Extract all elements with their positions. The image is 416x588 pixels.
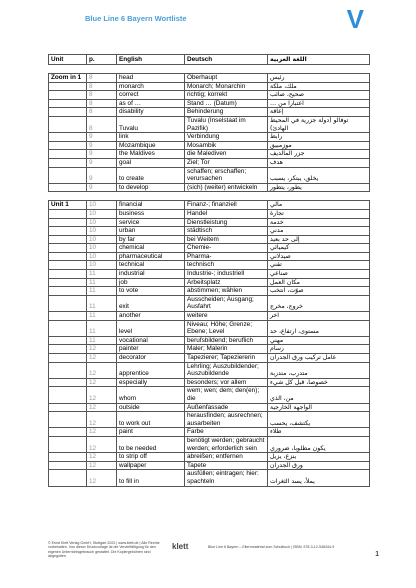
- row-unit: [49, 218, 87, 227]
- row-page: 8: [87, 108, 117, 117]
- row-deutsch: Handel: [185, 209, 268, 218]
- table-row: [49, 470, 370, 486]
- row-unit: [49, 183, 87, 192]
- row-unit: [49, 270, 87, 279]
- table-row: [49, 183, 370, 192]
- row-english: another: [117, 312, 185, 321]
- row-english: Mozambique: [117, 141, 185, 150]
- row-english: especially: [117, 378, 185, 387]
- row-deutsch: Dienstleistung: [185, 218, 268, 227]
- table-row: [49, 354, 370, 363]
- row-arabic: صحيح، صائب: [268, 91, 370, 100]
- row-unit: Unit 1: [49, 201, 87, 210]
- table-row: [49, 295, 370, 311]
- row-deutsch: Ausscheiden; Ausgang; Ausfahrt: [185, 295, 268, 311]
- row-arabic: تقني: [268, 261, 370, 270]
- row-unit: [49, 428, 87, 437]
- row-arabic: يطور، يتطور: [268, 183, 370, 192]
- table-row: [49, 461, 370, 470]
- row-page: 10: [87, 201, 117, 210]
- row-page: 11: [87, 336, 117, 345]
- table-row: [49, 91, 370, 100]
- row-english: as of …: [117, 99, 185, 108]
- row-english: to fill in: [117, 470, 185, 486]
- row-page: 8: [87, 116, 117, 132]
- row-arabic: يكون مطلوبا، ضروري: [268, 436, 370, 452]
- row-arabic: عامل تركيب ورق الجدران: [268, 354, 370, 363]
- row-arabic: توفالو (دولة جزرية في المحيط الهادئ): [268, 116, 370, 132]
- row-english: level: [117, 320, 185, 336]
- row-unit: [49, 150, 87, 159]
- table-row: [49, 312, 370, 321]
- table-row: [49, 252, 370, 261]
- row-page: 11: [87, 312, 117, 321]
- row-deutsch: Chemie-: [185, 244, 268, 253]
- section-spacer: [49, 65, 370, 74]
- row-arabic: هدف: [268, 158, 370, 167]
- row-deutsch: die Malediven: [185, 150, 268, 159]
- row-english: goal: [117, 158, 185, 167]
- col-header-unit: Unit: [49, 55, 87, 65]
- row-unit: [49, 99, 87, 108]
- row-deutsch: Finanz-; finanziell: [185, 201, 268, 210]
- table-row: [49, 453, 370, 462]
- row-arabic: يخلق، يبتكر، يسبب: [268, 167, 370, 183]
- row-page: 10: [87, 209, 117, 218]
- row-english: monarch: [117, 82, 185, 91]
- row-unit: [49, 252, 87, 261]
- row-unit: [49, 235, 87, 244]
- row-page: 12: [87, 436, 117, 452]
- row-arabic: يكتشف، يحسب: [268, 412, 370, 428]
- row-english: financial: [117, 201, 185, 210]
- row-unit: [49, 312, 87, 321]
- row-deutsch: besonders; vor allem: [185, 378, 268, 387]
- row-deutsch: (sich) (weiter) entwickeln: [185, 183, 268, 192]
- row-english: link: [117, 133, 185, 142]
- row-deutsch: weitere: [185, 312, 268, 321]
- row-english: paint: [117, 428, 185, 437]
- row-page: 12: [87, 403, 117, 412]
- row-deutsch: bei Weitem: [185, 235, 268, 244]
- row-deutsch: Mosambik: [185, 141, 268, 150]
- row-unit: [49, 436, 87, 452]
- row-arabic: إلى حد بعيد: [268, 235, 370, 244]
- page-footer: [48, 541, 388, 565]
- table-row: [49, 387, 370, 403]
- row-deutsch: abstimmen; wählen: [185, 287, 268, 296]
- row-unit: [49, 461, 87, 470]
- row-unit: [49, 295, 87, 311]
- page-number: 1: [375, 549, 380, 558]
- table-row: [49, 150, 370, 159]
- row-deutsch: richtig; korrekt: [185, 91, 268, 100]
- row-deutsch: technisch: [185, 261, 268, 270]
- row-english: exit: [117, 295, 185, 311]
- table-row: [49, 82, 370, 91]
- row-page: 12: [87, 387, 117, 403]
- row-unit: [49, 453, 87, 462]
- blue-line-logo-icon: V: [346, 4, 364, 34]
- row-deutsch: Tuvalu (Inselstaat im Pazifik): [185, 116, 268, 132]
- row-english: industrial: [117, 270, 185, 279]
- row-deutsch: Tapete: [185, 461, 268, 470]
- row-arabic: متدرب، متدربة: [268, 362, 370, 378]
- row-page: 12: [87, 470, 117, 486]
- table-row: [49, 345, 370, 354]
- row-english: Tuvalu: [117, 116, 185, 132]
- row-arabic: خروج، مخرج: [268, 295, 370, 311]
- row-deutsch: ausfüllen; eintragen; hier: spachteln: [185, 470, 268, 486]
- row-deutsch: Farbe: [185, 428, 268, 437]
- row-english: vocational: [117, 336, 185, 345]
- row-deutsch: städtisch: [185, 227, 268, 236]
- table-row: [49, 99, 370, 108]
- row-page: 12: [87, 362, 117, 378]
- row-english: the Maldives: [117, 150, 185, 159]
- row-arabic: كيميائي: [268, 244, 370, 253]
- row-page: 9: [87, 141, 117, 150]
- col-header-page: p.: [87, 55, 117, 65]
- row-arabic: من، الذي: [268, 387, 370, 403]
- row-unit: [49, 261, 87, 270]
- row-page: 12: [87, 378, 117, 387]
- row-unit: [49, 345, 87, 354]
- row-page: 12: [87, 428, 117, 437]
- row-deutsch: Maler; Malerin: [185, 345, 268, 354]
- row-english: disability: [117, 108, 185, 117]
- row-unit: [49, 378, 87, 387]
- row-page: 11: [87, 320, 117, 336]
- row-page: 9: [87, 150, 117, 159]
- row-arabic: مستوى، ارتفاع، حد: [268, 320, 370, 336]
- row-arabic: إعاقة: [268, 108, 370, 117]
- row-arabic: تجارة: [268, 209, 370, 218]
- row-english: to vote: [117, 287, 185, 296]
- table-row: [49, 244, 370, 253]
- table-row: [49, 133, 370, 142]
- row-english: painter: [117, 345, 185, 354]
- row-unit: [49, 141, 87, 150]
- row-deutsch: Monarch; Monarchin: [185, 82, 268, 91]
- row-english: head: [117, 74, 185, 83]
- row-arabic: خصوصا، قبل كل شيء: [268, 378, 370, 387]
- row-unit: [49, 82, 87, 91]
- row-deutsch: Verbindung: [185, 133, 268, 142]
- row-english: outside: [117, 403, 185, 412]
- table-row: [49, 209, 370, 218]
- row-unit: [49, 91, 87, 100]
- row-page: 12: [87, 345, 117, 354]
- row-deutsch: herausfinden; ausrechnen; ausarbeiten: [185, 412, 268, 428]
- row-page: 11: [87, 270, 117, 279]
- row-english: decorator: [117, 354, 185, 363]
- row-english: by far: [117, 235, 185, 244]
- table-row: [49, 412, 370, 428]
- table-row: [49, 218, 370, 227]
- row-arabic: آخر: [268, 312, 370, 321]
- table-header-row: [49, 55, 370, 65]
- row-page: 10: [87, 235, 117, 244]
- row-page: 10: [87, 261, 117, 270]
- row-english: to develop: [117, 183, 185, 192]
- row-deutsch: Behinderung: [185, 108, 268, 117]
- col-header-english: English: [117, 55, 185, 65]
- footer-source: Blue Line 6 Bayern – Elternmaterial zum Schulbuch | ISBN: 978-3-12-548344-9: [208, 545, 335, 549]
- row-deutsch: Arbeitsplatz: [185, 278, 268, 287]
- row-page: 11: [87, 278, 117, 287]
- row-english: technical: [117, 261, 185, 270]
- table-row: [49, 167, 370, 183]
- row-unit: [49, 287, 87, 296]
- row-arabic: الواجهة الخارجية: [268, 403, 370, 412]
- table-row: [49, 278, 370, 287]
- row-arabic: ملك، ملكة: [268, 82, 370, 91]
- table-row: [49, 436, 370, 452]
- row-arabic: مهني: [268, 336, 370, 345]
- row-arabic: خدمة: [268, 218, 370, 227]
- row-english: to be needed: [117, 436, 185, 452]
- row-english: wallpaper: [117, 461, 185, 470]
- table-row: [49, 74, 370, 83]
- table-row: [49, 235, 370, 244]
- table-row: [49, 261, 370, 270]
- row-arabic: صوّت، انتخب: [268, 287, 370, 296]
- row-unit: [49, 387, 87, 403]
- row-page: 10: [87, 218, 117, 227]
- row-english: chemical: [117, 244, 185, 253]
- row-deutsch: abreißen; entfernen: [185, 453, 268, 462]
- row-page: 12: [87, 453, 117, 462]
- table-row: [49, 141, 370, 150]
- row-deutsch: Oberhaupt: [185, 74, 268, 83]
- row-english: job: [117, 278, 185, 287]
- row-unit: [49, 108, 87, 117]
- row-english: pharmaceutical: [117, 252, 185, 261]
- table-row: [49, 227, 370, 236]
- row-deutsch: Lehrling; Auszubildender; Auszubildende: [185, 362, 268, 378]
- row-arabic: صيدلاني: [268, 252, 370, 261]
- row-page: 10: [87, 244, 117, 253]
- row-page: 9: [87, 133, 117, 142]
- row-deutsch: berufsbildend; beruflich: [185, 336, 268, 345]
- table-row: [49, 201, 370, 210]
- row-deutsch: Außenfassade: [185, 403, 268, 412]
- row-arabic: رسام: [268, 345, 370, 354]
- row-arabic: ورق الجدران: [268, 461, 370, 470]
- row-unit: [49, 116, 87, 132]
- table-row: [49, 270, 370, 279]
- row-unit: [49, 362, 87, 378]
- row-arabic: صناعي: [268, 270, 370, 279]
- row-page: 11: [87, 287, 117, 296]
- row-unit: [49, 336, 87, 345]
- row-unit: [49, 209, 87, 218]
- row-english: to create: [117, 167, 185, 183]
- row-unit: [49, 227, 87, 236]
- page-header: [0, 0, 416, 40]
- footer-copyright: © Ernst Klett Verlag GmbH, Stuttgart 2022 | www.klett.de | Alle Rechte vorbehalten. Von dieser Druckvorlage ist die Vervielfältigung für den eigenen Unterrichtsgebrauch gestattet. Die Kopiergebühren sind abgegolten.: [48, 541, 160, 559]
- table-row: [49, 108, 370, 117]
- row-deutsch: Ziel; Tor: [185, 158, 268, 167]
- row-page: 10: [87, 252, 117, 261]
- row-deutsch: Niveau; Höhe; Grenze; Ebene; Level: [185, 320, 268, 336]
- table-row: [49, 378, 370, 387]
- row-deutsch: Stand … (Datum): [185, 99, 268, 108]
- row-arabic: رابط: [268, 133, 370, 142]
- table-row: [49, 320, 370, 336]
- row-deutsch: Pharma-: [185, 252, 268, 261]
- row-unit: [49, 320, 87, 336]
- row-unit: [49, 354, 87, 363]
- row-unit: [49, 278, 87, 287]
- header-title: Blue Line 6 Bayern Wortliste: [85, 14, 187, 23]
- row-unit: [49, 133, 87, 142]
- table-row: [49, 428, 370, 437]
- row-page: 9: [87, 158, 117, 167]
- row-page: 9: [87, 167, 117, 183]
- row-english: correct: [117, 91, 185, 100]
- row-page: 8: [87, 99, 117, 108]
- row-arabic: مالي: [268, 201, 370, 210]
- row-deutsch: benötigt werden; gebraucht werden; erforderlich sein: [185, 436, 268, 452]
- table-row: [49, 287, 370, 296]
- row-english: service: [117, 218, 185, 227]
- row-unit: [49, 244, 87, 253]
- row-english: to work out: [117, 412, 185, 428]
- table-row: [49, 158, 370, 167]
- row-deutsch: Tapezierer; Tapeziererin: [185, 354, 268, 363]
- row-english: to strip off: [117, 453, 185, 462]
- table-row: [49, 362, 370, 378]
- row-unit: [49, 470, 87, 486]
- row-page: 8: [87, 82, 117, 91]
- row-english: business: [117, 209, 185, 218]
- row-deutsch: Industrie-; industriell: [185, 270, 268, 279]
- table-row: [49, 403, 370, 412]
- table-row: [49, 336, 370, 345]
- col-header-arabic: اللغة العربية: [268, 55, 370, 65]
- row-english: whom: [117, 387, 185, 403]
- row-english: urban: [117, 227, 185, 236]
- row-page: 11: [87, 295, 117, 311]
- row-arabic: رئيس: [268, 74, 370, 83]
- row-page: 12: [87, 461, 117, 470]
- row-unit: [49, 158, 87, 167]
- row-arabic: موزمبيق: [268, 141, 370, 150]
- row-unit: [49, 403, 87, 412]
- section-spacer: [49, 192, 370, 201]
- row-page: 9: [87, 183, 117, 192]
- row-deutsch: schaffen; erschaffen; verursachen: [185, 167, 268, 183]
- table-row: [49, 116, 370, 132]
- row-page: 8: [87, 91, 117, 100]
- row-arabic: ينزع، يزيل: [268, 453, 370, 462]
- row-arabic: جزر المالديف: [268, 150, 370, 159]
- row-page: 10: [87, 227, 117, 236]
- klett-logo: klett: [172, 542, 189, 551]
- row-arabic: مدني: [268, 227, 370, 236]
- row-english: apprentice: [117, 362, 185, 378]
- row-arabic: اعتبارا من …: [268, 99, 370, 108]
- word-list-table: [48, 54, 370, 487]
- row-unit: Zoom in 1: [49, 74, 87, 83]
- row-unit: [49, 167, 87, 183]
- row-arabic: مكان العمل: [268, 278, 370, 287]
- row-deutsch: wem; wen; dem; den(en); die: [185, 387, 268, 403]
- row-page: 8: [87, 74, 117, 83]
- row-page: 12: [87, 354, 117, 363]
- row-page: 12: [87, 412, 117, 428]
- row-unit: [49, 412, 87, 428]
- row-arabic: طلاء: [268, 428, 370, 437]
- row-arabic: يملأ، يسد الثغرات: [268, 470, 370, 486]
- col-header-deutsch: Deutsch: [185, 55, 268, 65]
